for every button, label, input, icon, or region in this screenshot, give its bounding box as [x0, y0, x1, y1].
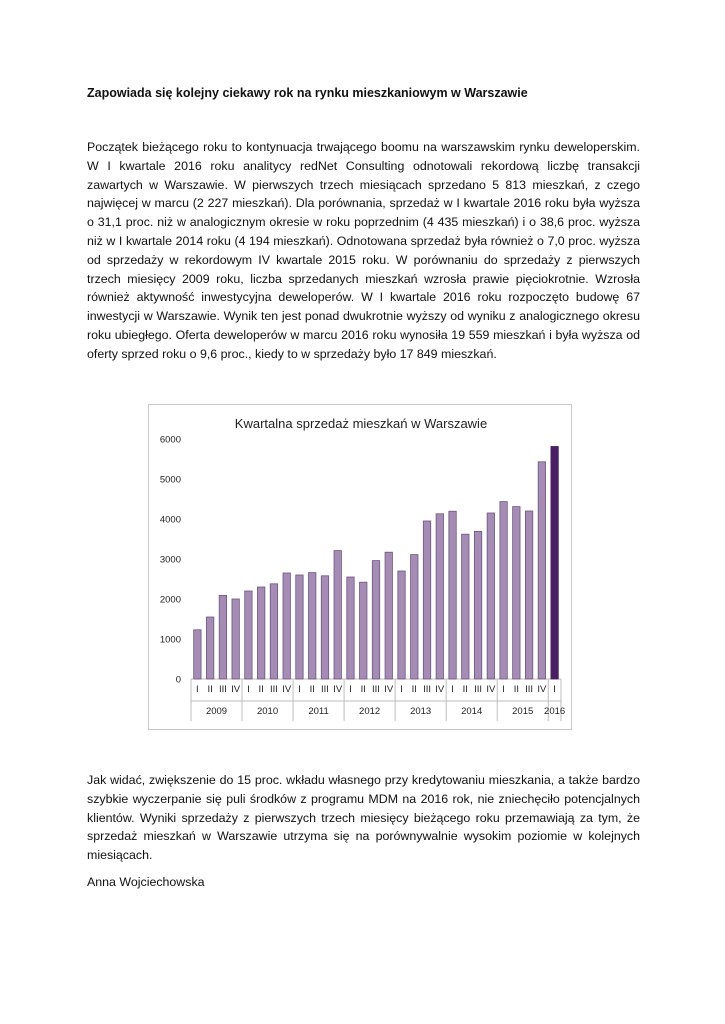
x-tick-label: I [451, 684, 454, 695]
x-tick-label: III [474, 684, 483, 695]
bar [474, 531, 481, 679]
bar [321, 576, 328, 679]
x-tick-label: IV [537, 684, 547, 695]
x-tick-label: IV [231, 684, 241, 695]
year-label: 2015 [512, 706, 534, 717]
bar [449, 511, 456, 679]
y-tick-label: 1000 [159, 634, 181, 646]
year-label: 2013 [410, 706, 432, 717]
bar [245, 591, 252, 679]
year-label: 2012 [359, 706, 381, 717]
bar [194, 630, 201, 679]
y-tick-label: 4000 [159, 514, 181, 526]
x-tick-label: III [321, 684, 329, 695]
x-tick-label: IV [333, 684, 343, 695]
bar [206, 617, 213, 679]
page-title: Zapowiada się kolejny ciekawy rok na rynku mieszkaniowym w Warszawie [87, 86, 528, 100]
bar [347, 577, 354, 679]
bar [551, 446, 558, 679]
year-label: 2011 [308, 706, 329, 717]
chart-canvas [149, 405, 573, 731]
bar [525, 511, 532, 679]
x-tick-label: II [207, 684, 213, 695]
author-name: Anna Wojciechowska [87, 875, 205, 889]
y-tick-label: 2000 [159, 594, 181, 606]
sales-chart [148, 404, 572, 730]
bar [462, 534, 469, 679]
year-label: 2009 [205, 706, 228, 717]
x-tick-label: II [258, 684, 264, 695]
intro-paragraph: Początek bieżącego roku to kontynuacja trwającego boomu na warszawskim rynku deweloperskim. W I kwartale 2016 roku analitycy redNet Consulting odnotowali rekordową liczbę transakcji zawartych w Warszawie. W pierwszych trzech miesiącach sprzedano 5 813 mieszkań, z czego najwięcej w marcu (2 227 mieszkań). Dla porównania, sprzedaż w I kwartale 2016 roku była wyższa o 31,1 proc. niż w analogicznym okresie w roku poprzednim (4 435 mieszkań) i o 38,6 proc. wyższa niż w I kwartale 2014 roku (4 194 mieszkań). Odnotowana sprzedaż była również o 7,0 proc. wyższa od sprzedaży w rekordowym IV kwartale 2015 roku. W porównaniu do sprzedaży z pierwszych trzech miesięcy 2009 roku, liczba sprzedanych mieszkań wzrosła prawie pięciokrotnie. Wzrosła również aktywność inwestycyjna deweloperów. W I kwartale 2016 roku rozpoczęto budowę 67 inwestycji w Warszawie. Wynik ten jest ponad dwukrotnie wyższy od wyniku z analogicznego okresu roku ubiegłego. Oferta deweloperów w marcu 2016 roku wynosiła 19 559 mieszkań i była wyższa od oferty sprzed roku o 9,6 proc., kiedy to w sprzedaży było 17 849 mieszkań. [87, 140, 640, 361]
bar [436, 514, 443, 679]
chart-title: Kwartalna sprzedaż mieszkań w Warszawie [234, 416, 488, 431]
bar [385, 552, 392, 679]
conclusion-paragraph: Jak widać, zwiększenie do 15 proc. wkładu własnego przy kredytowaniu mieszkania, a także bardzo szybkie wyczerpanie się puli środków z programu MDM na 2016 rok, nie zniechęciło potencjalnych klientów. Wyniki sprzedaży z pierwszych trzech miesięcy bieżącego roku przemawiają za tym, że sprzedaż mieszkań w Warszawie utrzyma się na porównywalnie wysokim poziomie w kolejnych miesiącach. [87, 773, 640, 863]
bar [232, 599, 239, 679]
bar [270, 584, 277, 679]
y-tick-label: 0 [175, 674, 181, 686]
bar [296, 575, 303, 679]
bar [283, 573, 290, 679]
bar [360, 582, 367, 679]
x-tick-label: II [462, 684, 468, 695]
bar [411, 555, 418, 679]
x-tick-label: III [423, 684, 431, 695]
y-tick-label: 6000 [159, 434, 181, 446]
x-tick-label: IV [384, 684, 394, 695]
x-tick-label: III [218, 684, 227, 695]
x-tick-label: I [196, 684, 199, 695]
x-tick-label: II [309, 684, 315, 695]
bar [219, 595, 226, 679]
year-label: 2014 [461, 706, 483, 717]
x-tick-label: IV [486, 684, 496, 695]
x-tick-label: II [411, 684, 417, 695]
bar [423, 521, 430, 679]
year-label: 2010 [256, 706, 279, 717]
x-tick-label: IV [435, 684, 445, 695]
y-tick-label: 5000 [159, 474, 181, 486]
x-tick-label: I [502, 684, 505, 695]
bar [309, 573, 316, 679]
x-tick-label: I [349, 684, 352, 695]
x-tick-label: II [513, 684, 519, 695]
bar [513, 507, 520, 679]
x-tick-label: III [525, 684, 534, 695]
x-tick-label: I [298, 684, 301, 695]
x-tick-label: IV [282, 684, 292, 695]
x-tick-label: I [400, 684, 403, 695]
x-tick-label: III [269, 684, 278, 695]
bar [500, 502, 507, 679]
bar [538, 462, 545, 679]
year-label: 2016 [544, 706, 566, 717]
x-tick-label: III [372, 684, 380, 695]
x-tick-label: I [553, 684, 556, 695]
x-tick-label: I [247, 684, 250, 695]
bar [398, 571, 405, 679]
bar [487, 513, 494, 679]
bar [334, 551, 341, 679]
bar [257, 587, 264, 679]
x-tick-label: II [360, 684, 366, 695]
y-tick-label: 3000 [159, 554, 181, 566]
bar [372, 561, 379, 679]
